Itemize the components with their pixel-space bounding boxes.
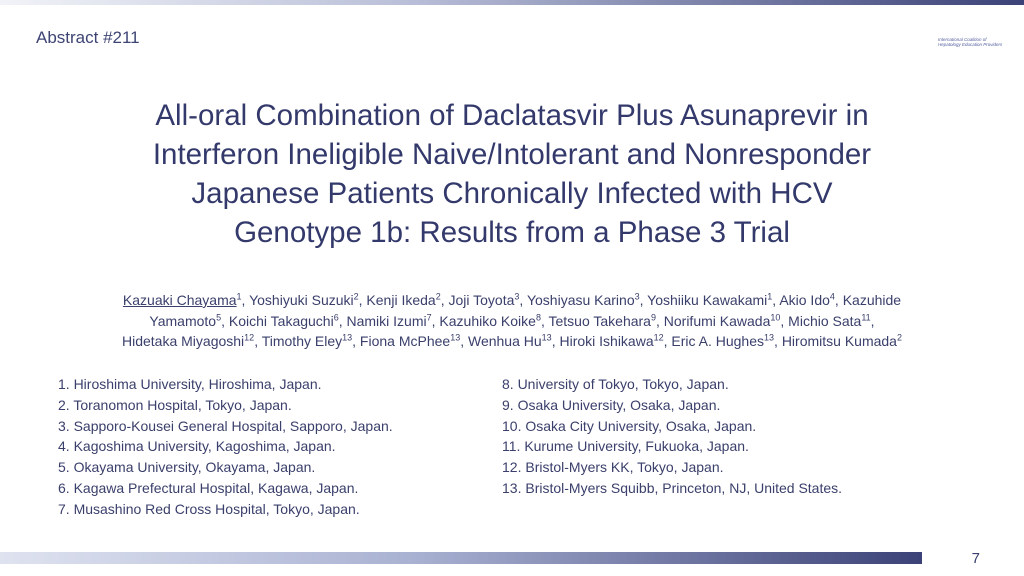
title-line: All-oral Combination of Daclatasvir Plus Asunaprevir in (155, 99, 869, 132)
affiliation-item: 9. Osaka University, Osaka, Japan. (502, 396, 721, 413)
author-name: Hiroki Ishikawa (559, 333, 654, 349)
affiliation-item: 4. Kagoshima University, Kagoshima, Japan. (58, 438, 336, 455)
affiliation-sup: 2 (435, 291, 441, 302)
author-line: Hidetaka Miyagoshi$^{12}$, Timothy Eley$^{13}$, Fiona McPhee$^{13}$, Wenhua Hu$^{13}$, Hiroki Ishikawa$^{12}$, Eric A. Hughes$^{13}$, Hiromitsu Kumada$^2$ (122, 332, 902, 349)
author-name: Koichi Takaguchi (228, 312, 334, 329)
affiliation-sup: 12 (653, 332, 664, 343)
author-name: Eric A. Hughes (671, 333, 765, 349)
author-name: Tetsuo Takehara (548, 312, 651, 329)
affiliation-sup: 9 (650, 311, 656, 322)
author-line: Kazuaki Chayama$^1$, Yoshiyuki Suzuki$^2$, Kenji Ikeda$^2$, Joji Toyota$^3$, Yoshiyasu Karino$^3$, Yoshiiku Kawakami$^1$, Akio Ido$^4$, Kazuhide (122, 291, 902, 308)
author-name: Akio Ido (779, 292, 830, 308)
title-line: Japanese Patients Chronically Infected with HCV (191, 177, 833, 210)
title-line: Genotype 1b: Results from a Phase 3 Trial (234, 216, 790, 249)
author-name: Kazuhiko Koike (439, 312, 536, 329)
affiliation-sup: 10 (770, 311, 781, 322)
affiliations-left-column (58, 374, 393, 520)
affiliation-sup: 12 (244, 332, 255, 343)
author-name: Timothy Eley (261, 333, 343, 349)
affiliation-item: 7. Musashino Red Cross Hospital, Tokyo, Japan. (58, 500, 360, 517)
author-list (24, 290, 1000, 352)
affiliation-sup: 13 (450, 332, 461, 343)
affiliation-item: 11. Kurume University, Fukuoka, Japan. (502, 438, 749, 455)
affiliation-sup: 5 (216, 311, 222, 322)
logo-line: Hepatology Education Providers (938, 42, 1003, 47)
affiliations-right-column (502, 374, 842, 499)
author-name: Hiromitsu Kumada (781, 333, 897, 349)
affiliation-sup: 4 (829, 291, 835, 302)
affiliation-sup: 1 (236, 291, 242, 302)
title-line: Interferon Ineligible Naive/Intolerant and Nonresponder (152, 138, 872, 171)
affiliation-item: 13. Bristol-Myers Squibb, Princeton, NJ, United States. (502, 479, 843, 496)
author-name: Namiki Izumi (346, 312, 427, 329)
affiliation-item: 2. Toranomon Hospital, Tokyo, Japan. (58, 396, 292, 413)
affiliation-item: 10. Osaka City University, Osaka, Japan. (502, 417, 757, 434)
author-name: Fiona McPhee (359, 333, 451, 349)
abstract-number-label: Abstract #211 (36, 28, 140, 47)
affiliation-sup: 13 (541, 332, 552, 343)
affiliation-item: 1. Hiroshima University, Hiroshima, Japan. (58, 376, 322, 392)
affiliation-sup: 3 (514, 291, 520, 302)
affiliation-sup: 13 (342, 332, 353, 343)
author-name: Norifumi Kawada (663, 312, 771, 329)
affiliation-sup: 8 (535, 311, 541, 322)
organization-logo (938, 37, 1016, 47)
bottom-accent-bar (0, 552, 922, 564)
author-name: Yoshiyuki Suzuki (249, 292, 354, 308)
author-line: Yamamoto$^5$, Koichi Takaguchi$^6$, Namiki Izumi$^7$, Kazuhiko Koike$^8$, Tetsuo Takehara$^9$, Norifumi Kawada$^{10}$, Michio Sata$^{11}$, (149, 311, 875, 329)
affiliation-item: 3. Sapporo-Kousei General Hospital, Sapporo, Japan. (58, 417, 393, 434)
presentation-title (60, 96, 964, 252)
affiliation-sup: 13 (764, 332, 775, 343)
author-name: Yoshiyasu Karino (526, 292, 635, 308)
affiliation-sup: 3 (634, 291, 640, 302)
top-accent-bar (0, 0, 1024, 5)
author-name: Yoshiiku Kawakami (647, 292, 768, 308)
logo-line: International Coalition of (938, 37, 987, 42)
affiliation-item: 5. Okayama University, Okayama, Japan. (58, 459, 316, 476)
author-name: Joji Toyota (448, 292, 515, 308)
author-name: Hidetaka Miyagoshi (122, 333, 245, 349)
affiliation-sup: 11 (861, 311, 871, 322)
affiliation-sup: 2 (353, 291, 359, 302)
affiliation-sup: 7 (426, 311, 432, 322)
page-number: 7 (971, 550, 980, 567)
affiliation-sup: 1 (767, 291, 773, 302)
affiliation-item: 12. Bristol-Myers KK, Tokyo, Japan. (502, 459, 724, 476)
author-name: Wenhua Hu (467, 333, 542, 349)
affiliation-item: 6. Kagawa Prefectural Hospital, Kagawa, Japan. (58, 479, 359, 496)
author-name: Kenji Ikeda (366, 292, 436, 308)
affiliation-sup: 2 (896, 332, 902, 343)
affiliation-item: 8. University of Tokyo, Tokyo, Japan. (502, 376, 729, 392)
presenting-author: Kazuaki Chayama (122, 292, 237, 308)
affiliation-sup: 6 (333, 311, 339, 322)
author-name: Michio Sata (788, 312, 862, 329)
